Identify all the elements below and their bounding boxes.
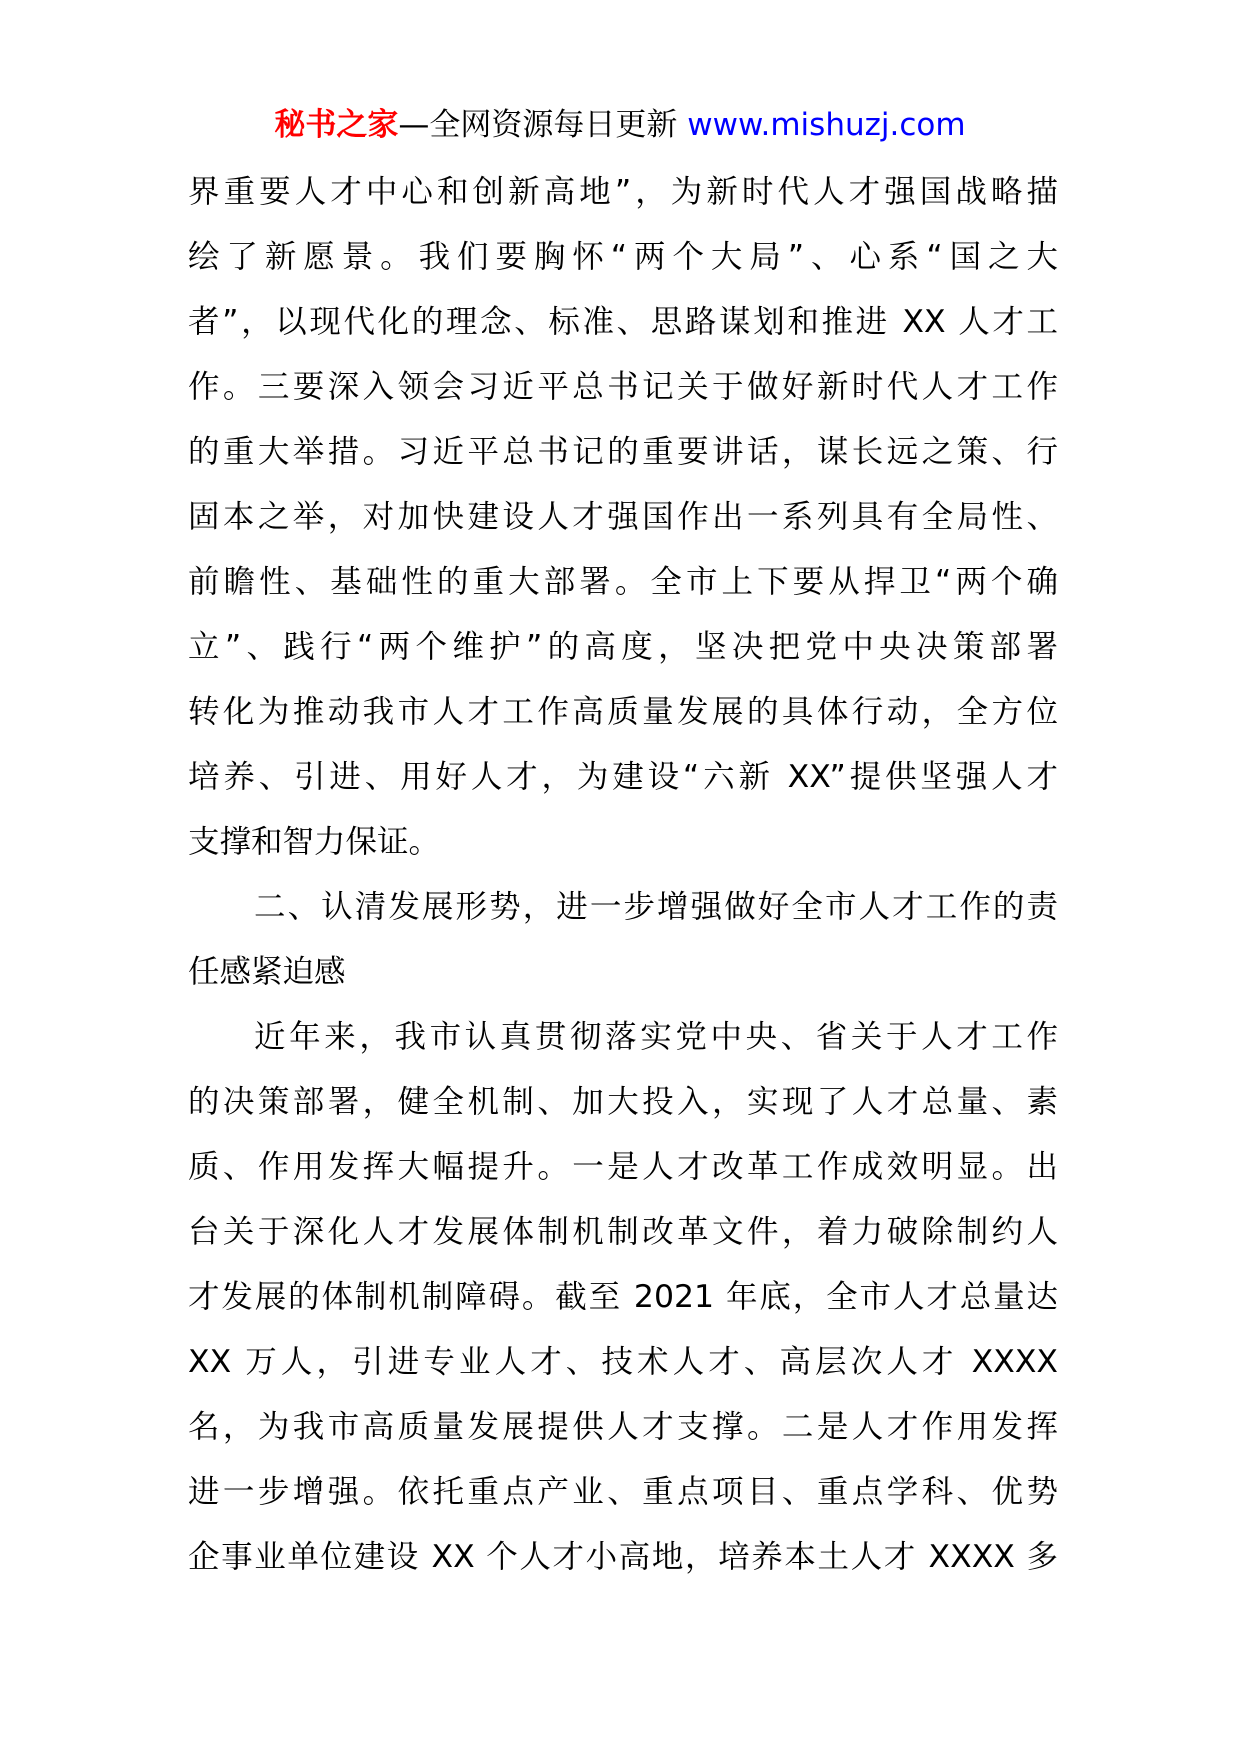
section-heading: 二、认清发展形势，进一步增强做好全市人才工作的责 xyxy=(254,889,1058,925)
text-line: 固本之举，对加快建设人才强国作出一系列具有全局性、 xyxy=(188,499,1058,535)
paragraph-start: 近年来，我市认真贯彻落实党中央、省关于人才工作 xyxy=(254,1019,1058,1055)
text-line: 界重要人才中心和创新高地”，为新时代人才强国战略描 xyxy=(188,174,1058,210)
text-line: XX 万人，引进专业人才、技术人才、高层次人才 XXXX xyxy=(188,1344,1058,1380)
text-line: 名，为我市高质量发展提供人才支撑。二是人才作用发挥 xyxy=(188,1409,1058,1445)
text-line: 作。三要深入领会习近平总书记关于做好新时代人才工作 xyxy=(188,369,1058,405)
text-line: 转化为推动我市人才工作高质量发展的具体行动，全方位 xyxy=(188,694,1058,730)
text-line: 才发展的体制机制障碍。截至 2021 年底，全市人才总量达 xyxy=(188,1279,1058,1315)
text-line: 台关于深化人才发展体制机制改革文件，着力破除制约人 xyxy=(188,1214,1058,1250)
document-body xyxy=(188,160,1058,1590)
text-line: 进一步增强。依托重点产业、重点项目、重点学科、优势 xyxy=(188,1474,1058,1510)
text-line: 培养、引进、用好人才，为建设“六新 XX”提供坚强人才 xyxy=(188,759,1058,795)
header-tagline: —全网资源每日更新 xyxy=(398,107,688,143)
section-heading-continued: 任感紧迫感 xyxy=(188,954,346,990)
text-line: 绘了新愿景。我们要胸怀“两个大局”、心系“国之大 xyxy=(188,239,1058,275)
brand-name: 秘书之家 xyxy=(274,107,399,143)
text-line: 者”，以现代化的理念、标准、思路谋划和推进 XX 人才工 xyxy=(188,304,1058,340)
text-line: 支撑和智力保证。 xyxy=(188,824,441,860)
text-line: 立”、践行“两个维护”的高度，坚决把党中央决策部署 xyxy=(188,629,1058,665)
text-line: 的重大举措。习近平总书记的重要讲话，谋长远之策、行 xyxy=(188,434,1058,470)
text-line: 前瞻性、基础性的重大部署。全市上下要从捍卫“两个确 xyxy=(188,564,1058,600)
page-header xyxy=(0,100,1240,150)
text-line: 质、作用发挥大幅提升。一是人才改革工作成效明显。出 xyxy=(188,1149,1058,1185)
text-line: 的决策部署，健全机制、加大投入，实现了人才总量、素 xyxy=(188,1084,1058,1120)
text-line: 企事业单位建设 XX 个人才小高地，培养本土人才 XXXX 多 xyxy=(188,1539,1058,1575)
website-link[interactable]: www.mishuzj.com xyxy=(687,107,966,143)
